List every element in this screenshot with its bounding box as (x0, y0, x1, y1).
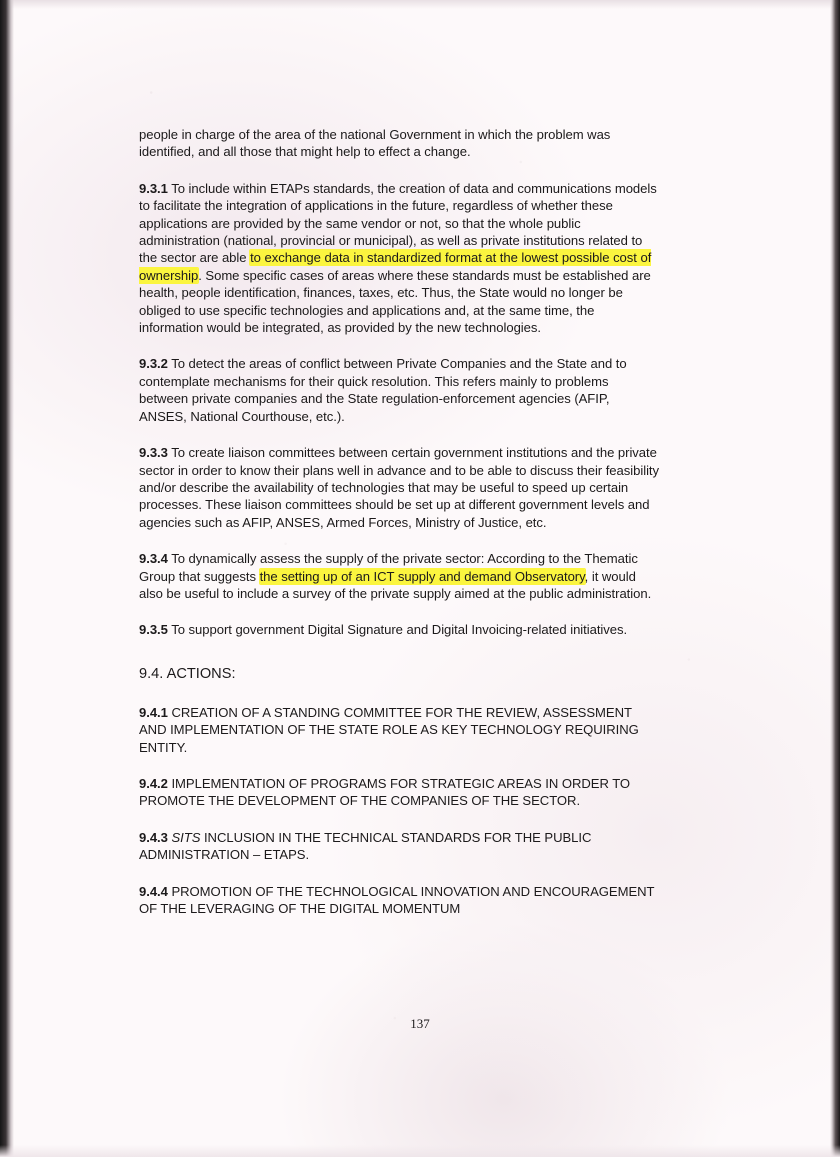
clause-text: To support government Digital Signature and Digital Invoicing-related initiatives. (167, 622, 628, 638)
clause-number: 9.3.4 (139, 551, 168, 567)
action-9-4-2 (139, 775, 659, 810)
clause-text-before: To include within ETAPs standards, the creation of data and communications models to facilitate the integration of applications in the future, regardless of whether these applications are provided by the same vendor or not, so that the whole public administration (national, provincial or municipal), as well as private institutions related to the sector are able (139, 180, 657, 266)
page-number: 137 (410, 1016, 430, 1031)
clause-text-before: To dynamically assess the supply of the private sector: According to the Thematic Group that suggests (139, 551, 638, 584)
scan-edge-bottom (0, 1145, 840, 1157)
clause-text: PROMOTION OF THE TECHNOLOGICAL INNOVATION AND ENCOURAGEMENT OF THE LEVERAGING OF THE DIGITAL MOMENTUM (139, 883, 655, 916)
clause-number: 9.4.4 (139, 883, 168, 899)
highlighted-text: the setting up of an ICT supply and demand Observatory (259, 568, 585, 584)
paragraph-intro (139, 126, 659, 161)
clause-text-after: . Some specific cases of areas where these standards must be established are health, people identification, finances, taxes, etc. Thus, the State would no longer be obliged to use specific technologies and applications and, at the same time, the information would be integrated, as provided by the new technologies. (139, 267, 651, 336)
paragraph-9-3-3 (139, 444, 659, 531)
paragraph-9-3-1 (139, 180, 659, 337)
clause-text: To create liaison committees between certain government institutions and the private sector in order to know their plans well in advance and to be able to discuss their feasibility and/or describe the availability of technologies that may be useful to speed up certain processes. These liaison committees should be set up at different government levels and agencies such as AFIP, ANSES, Armed Forces, Ministry of Justice, etc. (139, 445, 660, 530)
section-heading: 9.4. ACTIONS: (139, 665, 236, 682)
clause-text-after: , it would also be useful to include a survey of the private supply aimed at the public administration. (139, 568, 652, 601)
clause-text: CREATION OF A STANDING COMMITTEE FOR THE REVIEW, ASSESSMENT AND IMPLEMENTATION OF THE STATE ROLE AS KEY TECHNOLOGY REQUIRING ENTITY. (139, 704, 639, 755)
clause-italic-term: SITS (171, 829, 201, 845)
clause-text: IMPLEMENTATION OF PROGRAMS FOR STRATEGIC AREAS IN ORDER TO PROMOTE THE DEVELOPMENT OF THE COMPANIES OF THE SECTOR. (139, 775, 631, 809)
scan-edge-left (0, 0, 14, 1157)
clause-number: 9.3.5 (139, 622, 168, 638)
clause-number: 9.3.3 (139, 445, 168, 461)
paragraph-text: people in charge of the area of the national Government in which the problem was identified, and all those that might help to effect a change. (139, 127, 611, 160)
action-9-4-3 (139, 829, 659, 864)
paragraph-9-3-5 (139, 621, 659, 638)
clause-number: 9.3.1 (139, 180, 168, 196)
clause-number: 9.3.2 (139, 356, 168, 372)
page-body (139, 126, 659, 917)
clause-text: To detect the areas of conflict between Private Companies and the State and to contemplate mechanisms for their quick resolution. This refers mainly to problems between private companies and the State regulation-enforcement agencies (AFIP, ANSES, National Courthouse, etc.). (139, 356, 627, 424)
clause-text: INCLUSION IN THE TECHNICAL STANDARDS FOR THE PUBLIC ADMINISTRATION – ETAPS. (139, 829, 592, 863)
clause-number: 9.4.2 (139, 775, 168, 791)
action-9-4-1 (139, 704, 659, 756)
clause-number: 9.4.3 (139, 829, 168, 845)
scan-edge-right (830, 0, 840, 1157)
action-9-4-4 (139, 883, 659, 918)
scan-edge-top (0, 0, 840, 9)
paragraph-9-3-2 (139, 355, 659, 425)
clause-number: 9.4.1 (139, 704, 168, 720)
paragraph-9-3-4 (139, 550, 659, 602)
highlighted-text: to exchange data in standardized format at the lowest possible cost of ownership (139, 250, 652, 283)
